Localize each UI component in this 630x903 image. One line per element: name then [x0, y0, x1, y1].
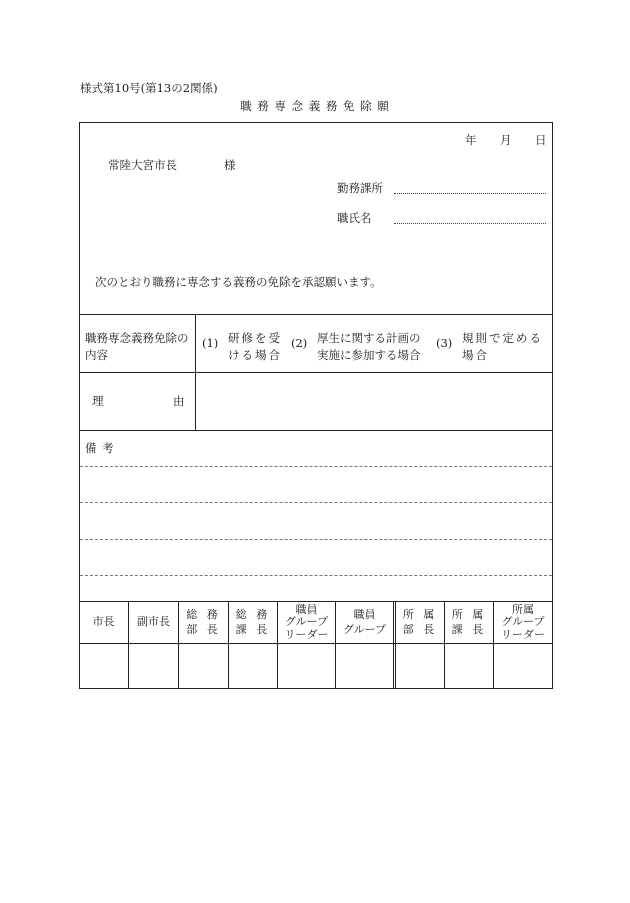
approval-affiliated-group-leader: 所属 グループ リーダー — [501, 602, 545, 641]
date-day: 日 — [535, 133, 547, 147]
reason-field[interactable] — [196, 373, 552, 429]
approval-deputy-mayor: 副市長 — [137, 615, 170, 629]
stamp-box[interactable] — [494, 644, 552, 688]
divider-remarks — [79, 430, 553, 431]
approval-general-affairs-director: 総 務 部 長 — [186, 608, 221, 636]
honorific: 様 — [224, 158, 236, 172]
form-number: 様式第10号(第13の2関係) — [80, 81, 218, 95]
office-label: 勤務課所 — [337, 181, 383, 195]
approval-section-manager: 所 属 課 長 — [451, 608, 487, 636]
stamp-box[interactable] — [229, 644, 277, 688]
date-year: 年 — [465, 133, 477, 147]
approval-col-line — [393, 601, 394, 689]
option-2-text: 厚生に関する計画の実施に参加する場合 — [317, 331, 421, 362]
name-label: 職氏名 — [337, 211, 372, 225]
remarks-label: 備 考 — [85, 441, 115, 455]
option-1-number: (1) — [202, 336, 219, 350]
approval-staff-group-leader: 職員 グループ リーダー — [284, 602, 329, 641]
stamp-box[interactable] — [278, 644, 335, 688]
date-month: 月 — [500, 133, 512, 147]
approval-staff-group: 職員 グループ — [342, 608, 387, 636]
remarks-line-2[interactable] — [80, 502, 552, 503]
stamp-box[interactable] — [129, 644, 178, 688]
option-3-text: 規則で定める場合 — [462, 331, 543, 362]
option-3-number: (3) — [436, 336, 453, 350]
request-text: 次のとおり職務に専念する義務の免除を承認願います。 — [95, 275, 382, 289]
stamp-box[interactable] — [396, 644, 444, 688]
approval-department-director: 所 属 部 長 — [402, 608, 438, 636]
stamp-box[interactable] — [80, 644, 128, 688]
option-1-text: 研修を受ける場合 — [228, 331, 282, 362]
remarks-line-1[interactable] — [80, 466, 552, 467]
remarks-line-3[interactable] — [80, 539, 552, 540]
stamp-box[interactable] — [336, 644, 393, 688]
content-label: 職務専念義務免除の内容 — [85, 331, 189, 362]
name-field-line[interactable] — [394, 223, 546, 224]
reason-label-1: 理 — [92, 394, 104, 408]
stamp-box[interactable] — [445, 644, 493, 688]
office-field-line[interactable] — [394, 193, 546, 194]
remarks-line-4[interactable] — [80, 575, 552, 576]
form-title: 職 務 専 念 義 務 免 除 願 — [240, 99, 390, 113]
approval-mayor: 市長 — [92, 615, 115, 629]
divider-content — [79, 314, 553, 315]
option-2-number: (2) — [291, 336, 308, 350]
stamp-box[interactable] — [179, 644, 228, 688]
approval-general-affairs-manager: 総 務 課 長 — [235, 608, 271, 636]
reason-label-2: 由 — [173, 394, 185, 408]
addressee: 常陸大宮市長 — [108, 158, 177, 172]
